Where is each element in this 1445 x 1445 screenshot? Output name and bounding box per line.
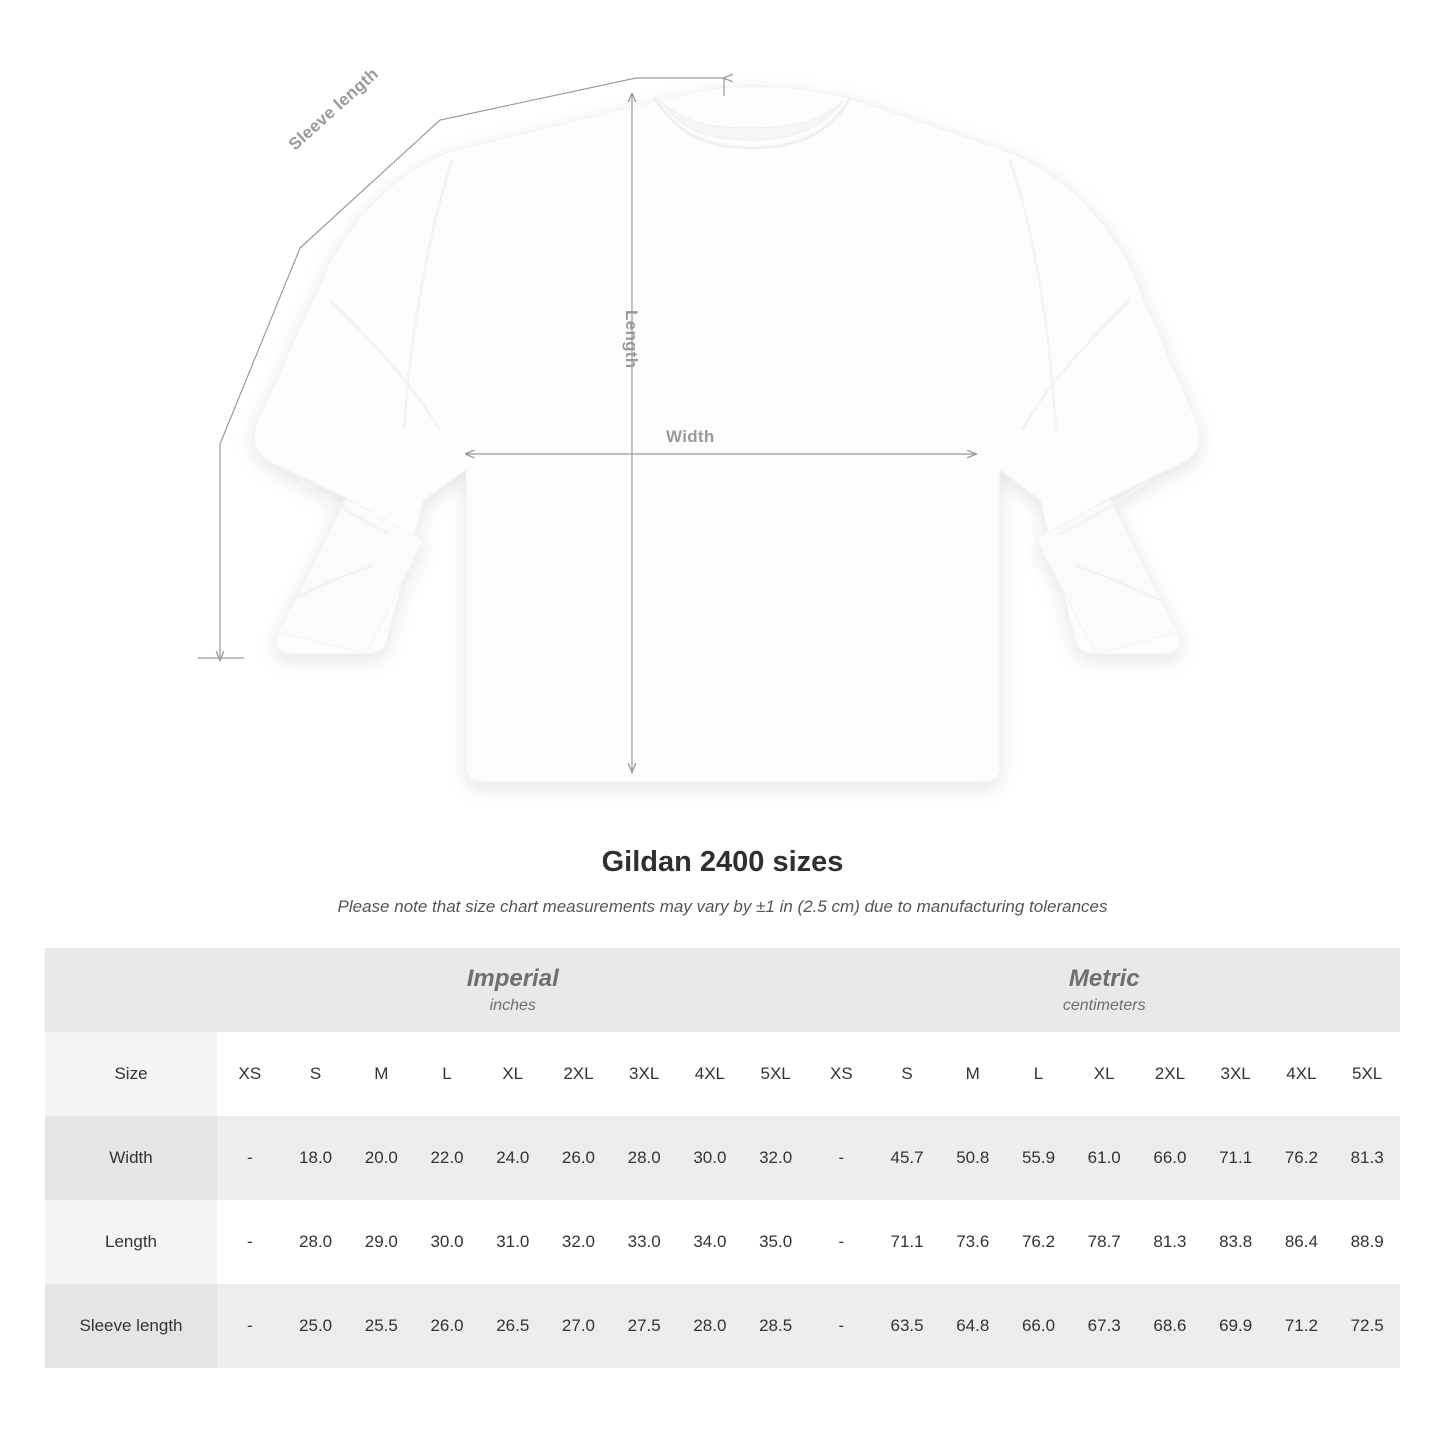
length-dimension-label: Length [622, 310, 641, 369]
table-cell: 28.0 [611, 1116, 677, 1200]
table-cell: 20.0 [348, 1116, 414, 1200]
table-cell: 34.0 [677, 1200, 743, 1284]
column-header-cell: XL [480, 1032, 546, 1116]
table-cell: - [808, 1284, 874, 1368]
column-header-cell: XS [217, 1032, 283, 1116]
unit-header-spacer [45, 948, 217, 1032]
table-cell: 32.0 [743, 1116, 809, 1200]
unit-header-imperial [217, 948, 808, 1032]
column-header-cell: 4XL [1269, 1032, 1335, 1116]
table-cell: - [217, 1284, 283, 1368]
table-cell: 28.0 [283, 1200, 349, 1284]
table-cell: 27.5 [611, 1284, 677, 1368]
table-cell: 69.9 [1203, 1284, 1269, 1368]
table-cell: - [808, 1200, 874, 1284]
table-cell: 25.5 [348, 1284, 414, 1368]
table-cell: 61.0 [1071, 1116, 1137, 1200]
column-header-cell: S [283, 1032, 349, 1116]
table-cell: 66.0 [1006, 1284, 1072, 1368]
table-cell: 68.6 [1137, 1284, 1203, 1368]
table-cell: 55.9 [1006, 1116, 1072, 1200]
unit-header-metric [808, 948, 1400, 1032]
unit-header-imperial-sub: inches [489, 997, 536, 1014]
table-cell: 88.9 [1334, 1200, 1400, 1284]
table-cell: 18.0 [283, 1116, 349, 1200]
table-cell: - [217, 1116, 283, 1200]
table-cell: 86.4 [1269, 1200, 1335, 1284]
column-header-cell: 5XL [743, 1032, 809, 1116]
table-cell: - [808, 1116, 874, 1200]
column-header-cell: 2XL [546, 1032, 612, 1116]
size-table-wrapper [45, 948, 1400, 1368]
table-row [45, 1116, 1400, 1200]
table-cell: 64.8 [940, 1284, 1006, 1368]
table-cell: 83.8 [1203, 1200, 1269, 1284]
column-header-cell: M [940, 1032, 1006, 1116]
column-header-cell: 4XL [677, 1032, 743, 1116]
table-cell: 45.7 [874, 1116, 940, 1200]
table-cell: 26.0 [414, 1284, 480, 1368]
table-cell: 76.2 [1269, 1116, 1335, 1200]
table-cell: 71.2 [1269, 1284, 1335, 1368]
width-dimension-label: Width [666, 427, 715, 446]
table-cell: 76.2 [1006, 1200, 1072, 1284]
table-cell: 31.0 [480, 1200, 546, 1284]
table-cell: 32.0 [546, 1200, 612, 1284]
table-cell: 81.3 [1334, 1116, 1400, 1200]
table-row [45, 1284, 1400, 1368]
table-cell: 27.0 [546, 1284, 612, 1368]
page-title: Gildan 2400 sizes [601, 846, 844, 878]
row-label-width: Width [45, 1116, 217, 1200]
table-cell: 25.0 [283, 1284, 349, 1368]
table-cell: 71.1 [1203, 1116, 1269, 1200]
column-header-cell: L [414, 1032, 480, 1116]
table-cell: 35.0 [743, 1200, 809, 1284]
row-header-size: Size [45, 1032, 217, 1116]
table-cell: 66.0 [1137, 1116, 1203, 1200]
column-header-cell: L [1006, 1032, 1072, 1116]
column-header-cell: XL [1071, 1032, 1137, 1116]
column-header-cell: 2XL [1137, 1032, 1203, 1116]
table-cell: 30.0 [414, 1200, 480, 1284]
table-cell: 26.5 [480, 1284, 546, 1368]
table-cell: 71.1 [874, 1200, 940, 1284]
table-cell: 28.5 [743, 1284, 809, 1368]
table-row [45, 1200, 1400, 1284]
table-cell: 72.5 [1334, 1284, 1400, 1368]
sleeve-length-dimension-label: Sleeve length [285, 64, 383, 155]
table-cell: 78.7 [1071, 1200, 1137, 1284]
table-cell: 33.0 [611, 1200, 677, 1284]
table-cell: - [217, 1200, 283, 1284]
column-header-cell: XS [808, 1032, 874, 1116]
unit-header-imperial-name: Imperial [466, 964, 559, 992]
table-cell: 73.6 [940, 1200, 1006, 1284]
column-header-cell: 3XL [1203, 1032, 1269, 1116]
size-header-row [45, 1032, 1400, 1116]
unit-header-row [45, 948, 1400, 1032]
table-cell: 50.8 [940, 1116, 1006, 1200]
table-cell: 30.0 [677, 1116, 743, 1200]
tolerance-note: Please note that size chart measurements may vary by ±1 in (2.5 cm) due to manufacturing tolerances [337, 897, 1108, 916]
table-cell: 26.0 [546, 1116, 612, 1200]
table-cell: 28.0 [677, 1284, 743, 1368]
table-cell: 67.3 [1071, 1284, 1137, 1368]
column-header-cell: 3XL [611, 1032, 677, 1116]
table-cell: 24.0 [480, 1116, 546, 1200]
table-cell: 29.0 [348, 1200, 414, 1284]
table-cell: 63.5 [874, 1284, 940, 1368]
table-cell: 81.3 [1137, 1200, 1203, 1284]
unit-header-metric-sub: centimeters [1062, 997, 1146, 1014]
column-header-cell: M [348, 1032, 414, 1116]
size-table [45, 948, 1400, 1368]
column-header-cell: 5XL [1334, 1032, 1400, 1116]
unit-header-metric-name: Metric [1068, 964, 1140, 992]
table-cell: 22.0 [414, 1116, 480, 1200]
column-header-cell: S [874, 1032, 940, 1116]
row-label-sleeve-length: Sleeve length [45, 1284, 217, 1368]
row-label-length: Length [45, 1200, 217, 1284]
